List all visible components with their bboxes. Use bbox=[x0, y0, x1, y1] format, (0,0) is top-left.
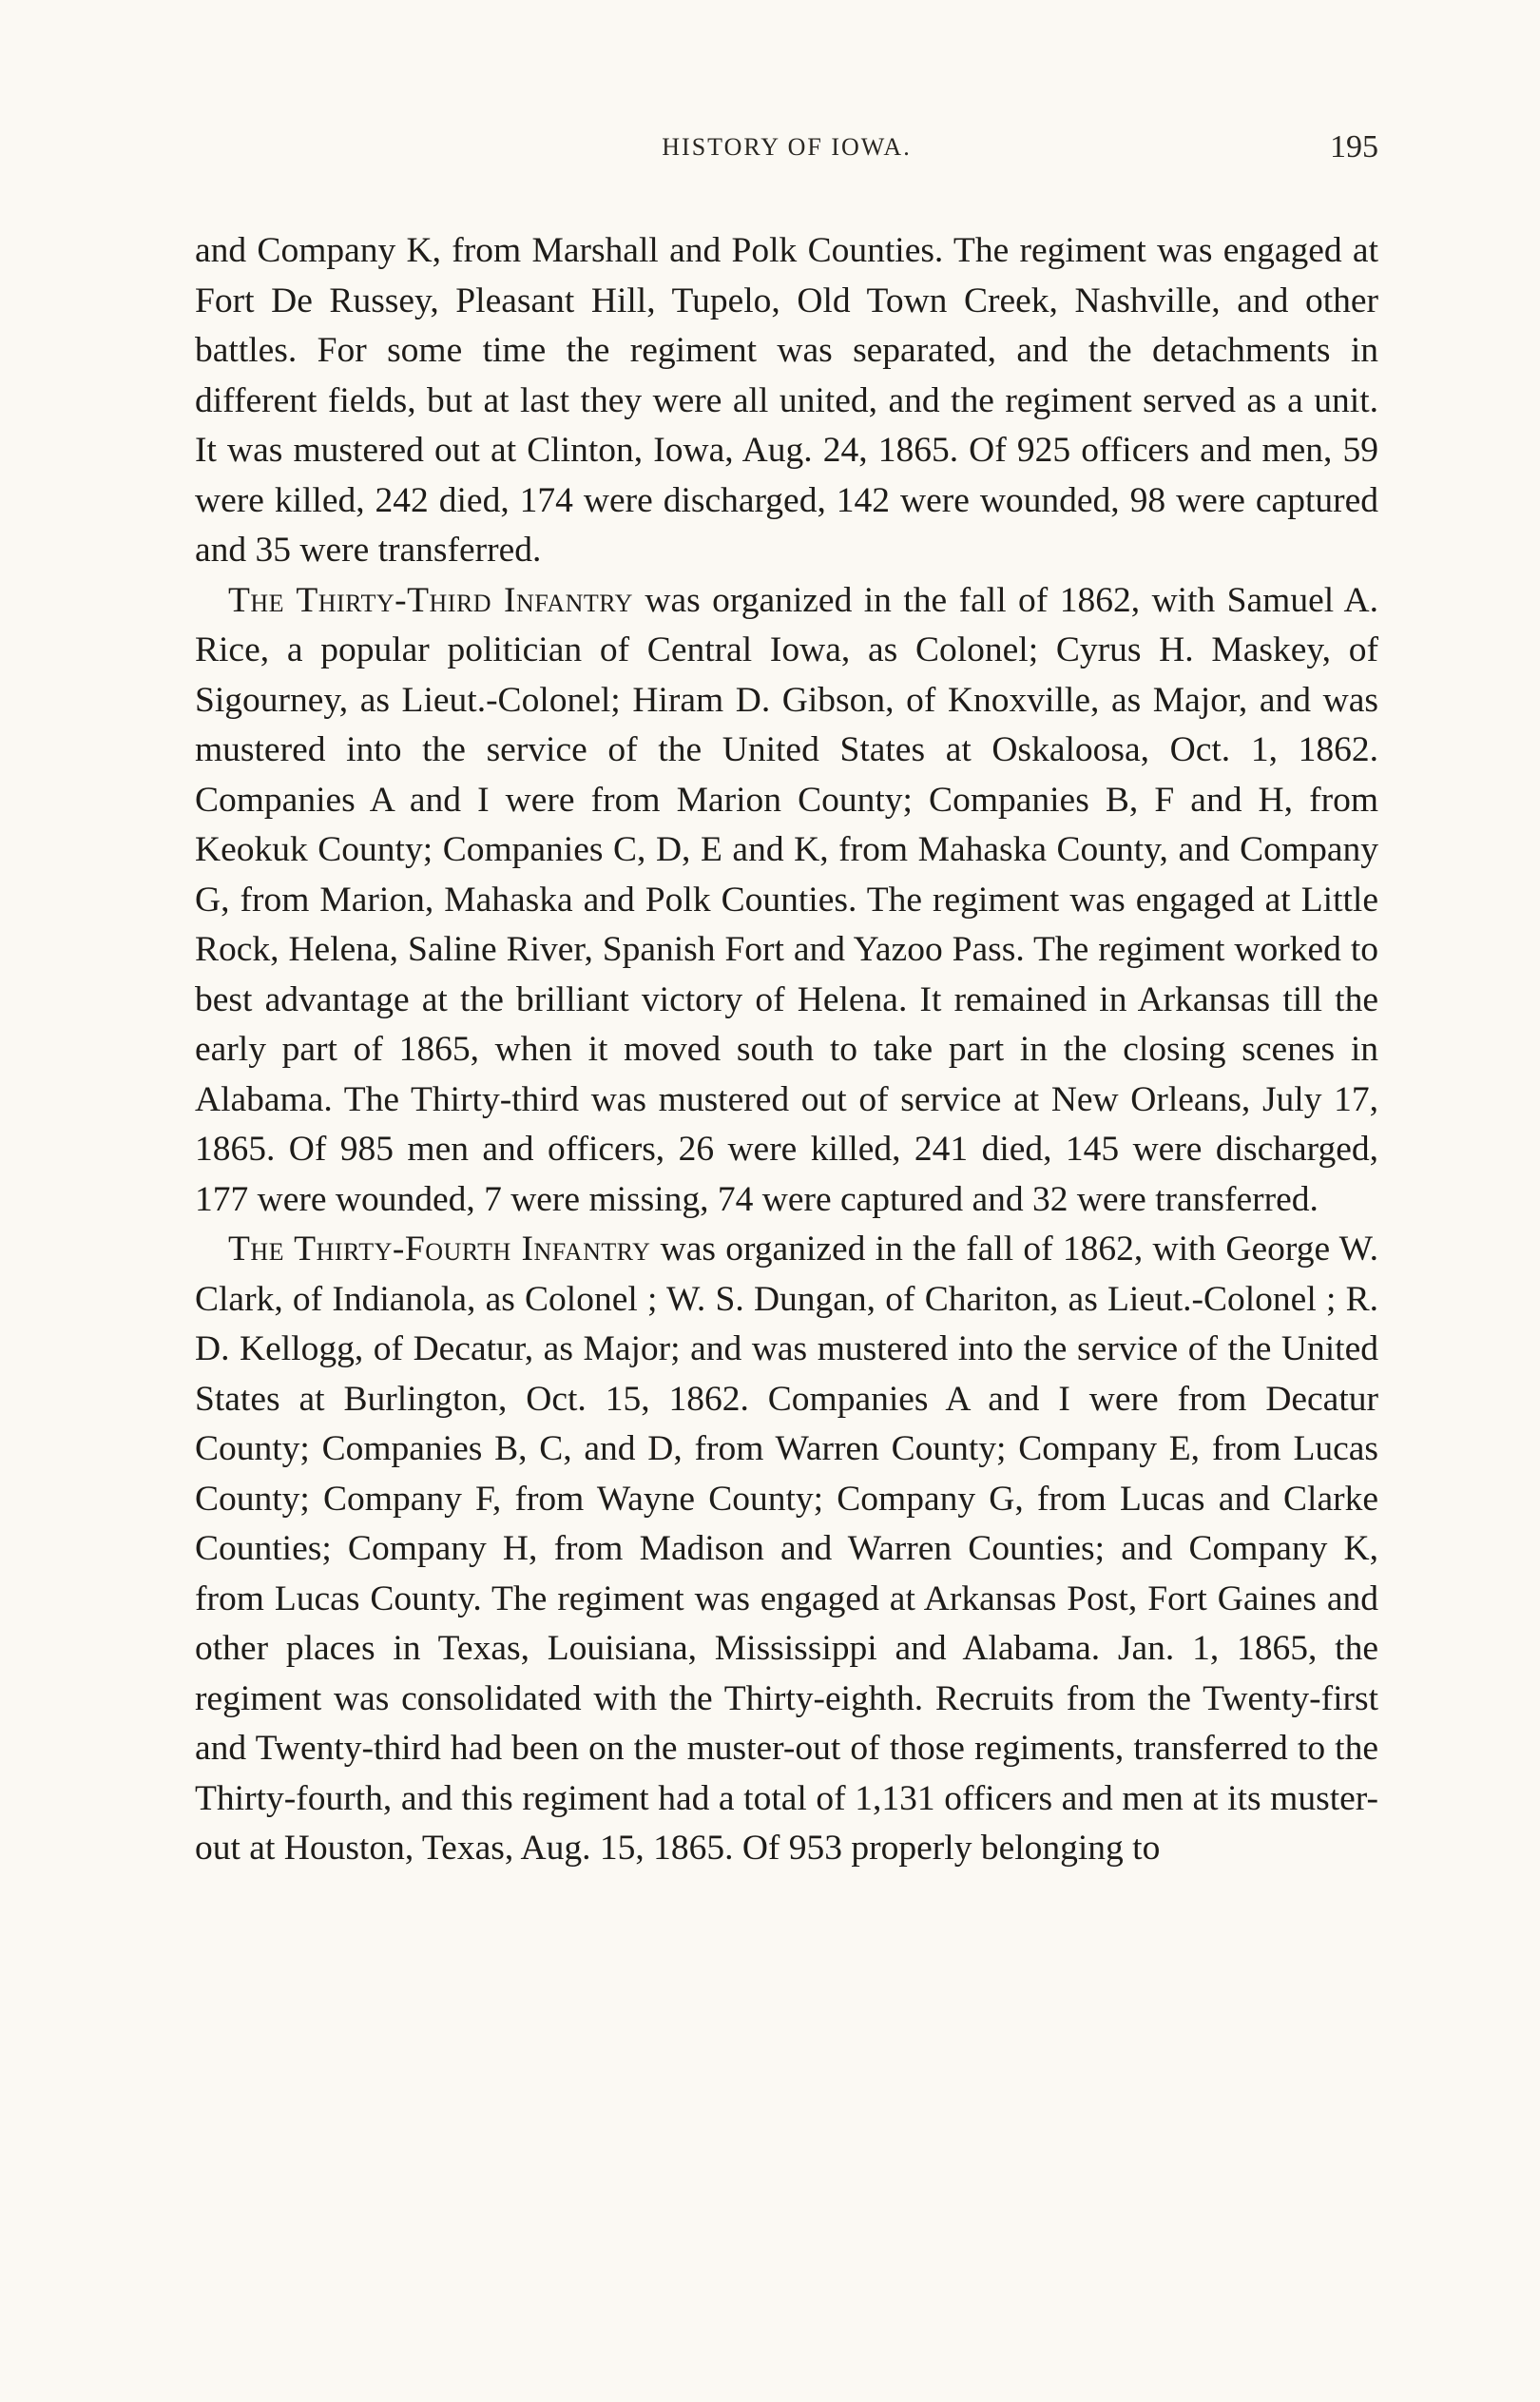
paragraph-continuation bbox=[195, 226, 1378, 576]
paragraph-text: and Company K, from Marshall and Polk Counties. The regiment was engaged at Fort De Russey, Pleasant Hill, Tupelo, Old Town Creek, Nashville, and other battles. For some time the regiment was separated, and the detachments in different fields, but at last they were all united, and the regiment served as a unit. It was mustered out at Clinton, Iowa, Aug. 24, 1865. Of 925 officers and men, 59 were killed, 242 died, 174 were discharged, 142 were wounded, 98 were captured and 35 were transferred. bbox=[195, 231, 1378, 570]
running-title: HISTORY OF IOWA. bbox=[662, 133, 912, 161]
book-page bbox=[195, 129, 1378, 1874]
body-text bbox=[195, 226, 1378, 1874]
regiment-heading: The Thirty-Fourth Infantry bbox=[228, 1230, 651, 1269]
running-head bbox=[195, 129, 1378, 181]
paragraph-thirty-fourth-infantry bbox=[195, 1225, 1378, 1874]
page-number: 195 bbox=[1330, 129, 1378, 165]
paragraph-thirty-third-infantry bbox=[195, 576, 1378, 1226]
paragraph-text: was organized in the fall of 1862, with Samuel A. Rice, a popular politician of Central Iowa, as Colonel; Cyrus H. Maskey, of Sigourney, as Lieut.-Colonel; Hiram D. Gibson, of Knoxville, as Major, and was mustered into the service of the United States at Oskaloosa, Oct. 1, 1862. Companies A and I were from Marion County; Companies B, F and H, from Keokuk County; Companies C, D, E and K, from Mahaska County, and Company G, from Marion, Mahaska and Polk Counties. The regiment was engaged at Little Rock, Helena, Saline River, Spanish Fort and Yazoo Pass. The regiment worked to best advantage at the brilliant victory of Helena. It remained in Arkansas till the early part of 1865, when it moved south to take part in the closing scenes in Alabama. The Thirty-third was mustered out of service at New Orleans, July 17, 1865. Of 985 men and officers, 26 were killed, 241 died, 145 were discharged, 177 were wounded, 7 were missing, 74 were captured and 32 were transferred. bbox=[195, 580, 1378, 1219]
paragraph-text: was organized in the fall of 1862, with George W. Clark, of Indianola, as Colonel ; W. S. Dungan, of Chariton, as Lieut.-Colonel ; R. D. Kellogg, of Decatur, as Major; and was mustered into the service of the United States at Burlington, Oct. 15, 1862. Companies A and I were from Decatur County; Companies B, C, and D, from Warren County; Company E, from Lucas County; Company F, from Wayne County; Company G, from Lucas and Clarke Counties; Company H, from Madison and Warren Counties; and Company K, from Lucas County. The regiment was engaged at Arkansas Post, Fort Gaines and other places in Texas, Louisiana, Mississippi and Alabama. Jan. 1, 1865, the regiment was consolidated with the Thirty-eighth. Recruits from the Twenty-first and Twenty-third had been on the muster-out of those regiments, transferred to the Thirty-fourth, and this regiment had a total of 1,131 officers and men at its muster-out at Houston, Texas, Aug. 15, 1865. Of 953 properly belonging to bbox=[195, 1230, 1378, 1868]
regiment-heading: The Thirty-Third Infantry bbox=[228, 580, 633, 620]
